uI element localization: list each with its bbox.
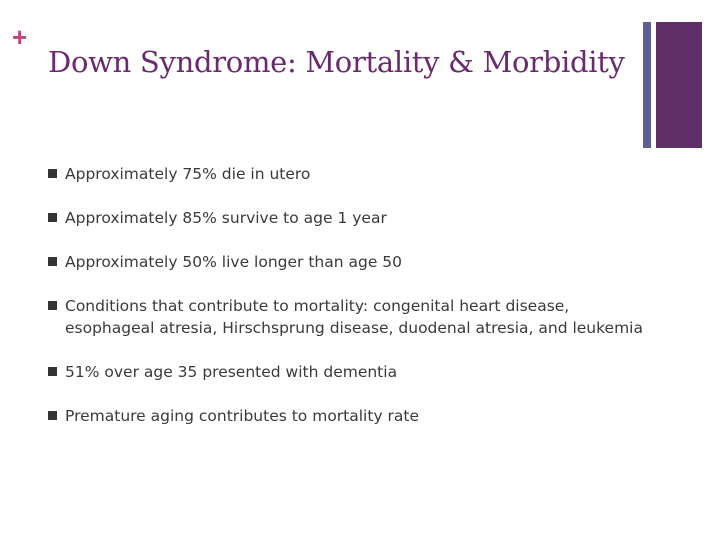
bullet-item: [46, 361, 646, 383]
square-bullet-icon: [48, 367, 57, 376]
bullet-text: 51% over age 35 presented with dementia: [65, 363, 398, 381]
square-bullet-icon: [48, 257, 57, 266]
accent-bar-block: [656, 22, 702, 148]
square-bullet-icon: [48, 411, 57, 420]
bullet-text: Premature aging contributes to mortality rate: [65, 407, 420, 425]
slide-title: Down Syndrome: Mortality & Morbidity: [48, 45, 625, 79]
plus-decoration-icon: +: [12, 22, 28, 52]
bullet-item: [46, 405, 646, 427]
bullet-item: [46, 295, 646, 339]
bullet-text: Conditions that contribute to mortality: congenital heart disease, esophageal atresia, Hirschsprung disease, duodenal atresia, and leukemia: [65, 297, 643, 337]
bullet-item: [46, 163, 646, 185]
bullet-text: Approximately 75% die in utero: [65, 165, 311, 183]
bullet-text: Approximately 50% live longer than age 50: [65, 253, 403, 271]
bullet-item: [46, 251, 646, 273]
bullet-item: [46, 207, 646, 229]
square-bullet-icon: [48, 301, 57, 310]
bullet-text: Approximately 85% survive to age 1 year: [65, 209, 387, 227]
bullet-list: [46, 163, 646, 449]
square-bullet-icon: [48, 213, 57, 222]
square-bullet-icon: [48, 169, 57, 178]
accent-bar-thin: [643, 22, 651, 148]
